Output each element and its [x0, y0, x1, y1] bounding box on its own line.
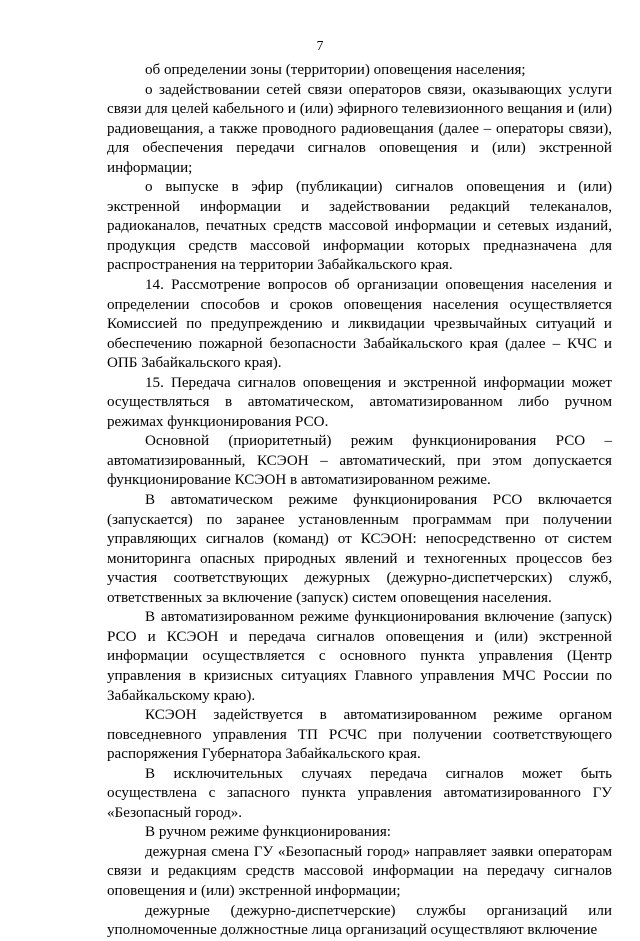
paragraph: В автоматическом режиме функционирования РСО включается (запускается) по заранее установленным программам при получении управляющих сигналов (команд) от КСЭОН: непосредственно от систем мониторинга опасных природных явлений и техногенных процессов без участия соответствующих дежурных (дежурно-диспетчерских) служб, ответственных за включение (запуск) систем оповещения населения.: [107, 492, 612, 606]
paragraph: дежурные (дежурно-диспетчерские) службы организаций или уполномоченные должностные лица организаций осуществляют включение: [107, 902, 612, 939]
paragraph: Основной (приоритетный) режим функционирования РСО – автоматизированный, КСЭОН – автоматический, при этом допускается функционирование КСЭОН в автоматизированном режиме.: [107, 433, 612, 489]
page-number: 7: [316, 38, 324, 53]
paragraph: о задействовании сетей связи операторов связи, оказывающих услуги связи для целей кабельного и (или) эфирного телевизионного вещания и (или) радиовещания, а также проводного радиовещания (далее – операторы связи), для обеспечения передачи сигналов оповещения и (или) экстренной информации;: [107, 81, 612, 176]
paragraph: 14. Рассмотрение вопросов об организации оповещения населения и определении способов и сроков оповещения населения осуществляется Комиссией по предупреждению и ликвидации чрезвычайных ситуаций и обеспечению пожарной безопасности Забайкальского края (далее – КЧС и ОПБ Забайкальского края).: [107, 277, 612, 372]
paragraph: дежурная смена ГУ «Безопасный город» направляет заявки операторам связи и редакциям средств массовой информации на передачу сигналов оповещения и (или) экстренной информации;: [107, 843, 612, 899]
paragraph: КСЭОН задействуется в автоматизированном режиме органом повседневного управления ТП РСЧС при получении соответствующего распоряжения Губернатора Забайкальского края.: [107, 707, 612, 763]
paragraph: 15. Передача сигналов оповещения и экстренной информации может осуществляться в автоматическом, автоматизированном либо ручном режимах функционирования РСО.: [107, 374, 612, 430]
paragraph: В исключительных случаях передача сигналов может быть осуществлена с запасного пункта управления автоматизированного ГУ «Безопасный город».: [107, 765, 612, 821]
paragraph: В автоматизированном режиме функционирования включение (запуск) РСО и КСЭОН и передача сигналов оповещения и (или) экстренной информации осуществляется с основного пункта управления (Центр управления в кризисных ситуациях Главного управления МЧС России по Забайкальскому краю).: [107, 609, 612, 704]
paragraph: о выпуске в эфир (публикации) сигналов оповещения и (или) экстренной информации и задействовании редакций телеканалов, радиоканалов, печатных средств массовой информации и сетевых изданий, продукция средств массовой информации которых предназначена для распространения на территории Забайкальского края.: [107, 179, 612, 274]
paragraph: В ручном режиме функционирования:: [145, 824, 391, 841]
document-body: [107, 61, 612, 941]
paragraph: об определении зоны (территории) оповещения населения;: [145, 62, 526, 78]
